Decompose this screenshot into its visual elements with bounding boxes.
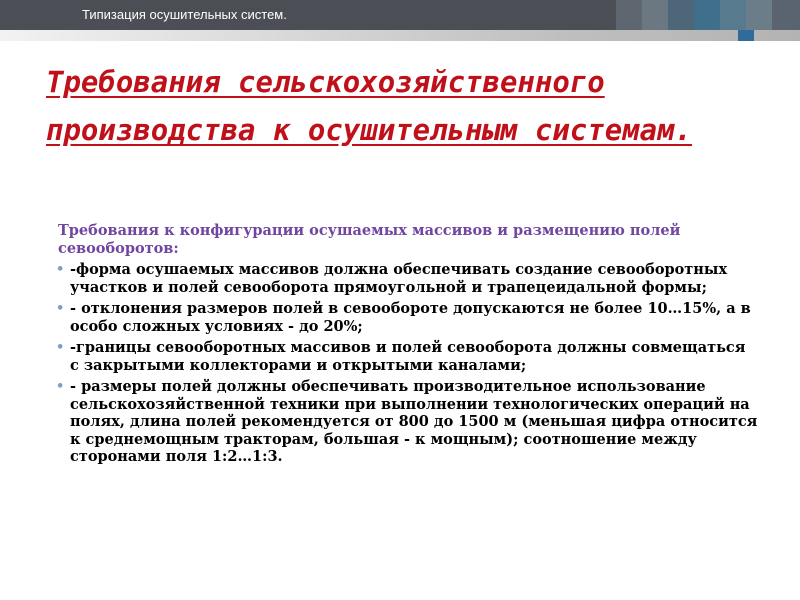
slide-content	[58, 222, 758, 466]
header-decor-strip-4	[694, 0, 720, 30]
accent-blue-block	[738, 30, 754, 41]
list-item	[58, 339, 758, 374]
header-decor-strip-6	[746, 0, 772, 30]
header-decor-strip-3	[668, 0, 694, 30]
header-accent-bar	[0, 30, 800, 41]
list-item	[58, 261, 758, 296]
bullet-icon: •	[56, 340, 65, 355]
header-title: Типизация осушительных систем.	[82, 7, 287, 22]
list-item	[58, 300, 758, 335]
bullet-list	[58, 261, 758, 466]
header-decor-strip-2	[642, 0, 668, 30]
header-bar	[0, 0, 800, 30]
header-decor-strip-1	[616, 0, 642, 30]
bullet-icon: •	[56, 379, 65, 394]
intro-text: Требования к конфигурации осушаемых массивов и размещению полей севооборотов:	[58, 222, 681, 257]
slide-title: Требования сельскохозяйственного производства к осушительным системам.	[46, 65, 693, 147]
header-decor-strip-5	[720, 0, 746, 30]
list-item-text: -границы севооборотных массивов и полей севооборота должны совмещаться с закрытыми коллекторами и открытыми каналами;	[70, 339, 746, 374]
list-item-text: -форма осушаемых массивов должна обеспечивать создание севооборотных участков и полей севооборота прямоугольной и трапецеидальной формы;	[70, 261, 728, 296]
list-item-text: - отклонения размеров полей в севообороте допускаются не более 10…15%, а в особо сложных условиях - до 20%;	[70, 300, 751, 335]
bullet-icon: •	[56, 301, 65, 316]
header-decor-strip-7	[772, 0, 800, 30]
list-item-text: - размеры полей должны обеспечивать производительное использование сельскохозяйственной техники при выполнении технологических операций на полях, длина полей рекомендуется от 800 до 1500 м (меньшая цифра относится к среднемощным тракторам, большая - к мощным); соотношение между сторонами поля 1:2…1:3.	[70, 378, 758, 465]
list-item	[58, 378, 758, 466]
bullet-icon: •	[56, 262, 65, 277]
